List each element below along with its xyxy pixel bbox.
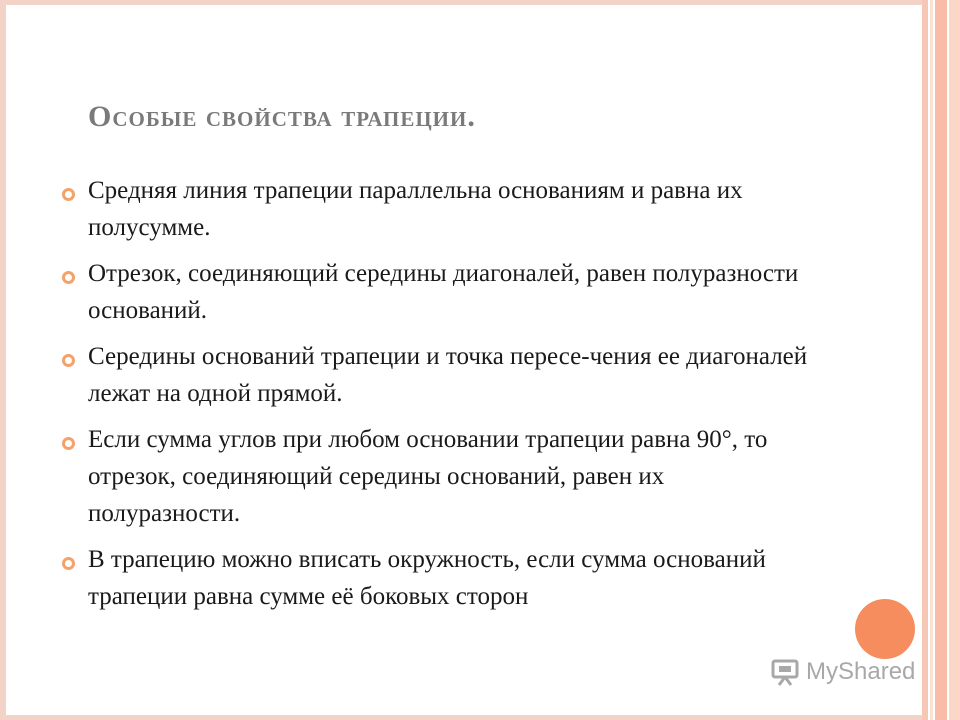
watermark-text: MyShared bbox=[806, 658, 916, 685]
bullet-text: Средняя линия трапеции параллельна основаниям и равна их полусумме. bbox=[88, 177, 743, 241]
bullet-ring-icon bbox=[62, 271, 75, 284]
presentation-board-icon bbox=[770, 658, 800, 686]
bullet-text: Отрезок, соединяющий середины диагоналей, равен полуразности оснований. bbox=[88, 260, 799, 324]
bullet-ring-icon bbox=[62, 557, 75, 570]
right-decor-bar bbox=[935, 0, 947, 720]
bullet-text: В трапецию можно вписать окружность, если сумма оснований трапеции равна сумме её боковых сторон bbox=[88, 546, 766, 610]
bullet-item bbox=[62, 338, 822, 412]
bullet-text: Середины оснований трапеции и точка пересе-чения ее диагоналей лежат на одной прямой. bbox=[88, 343, 808, 407]
bullet-text: Если сумма углов при любом основании трапеции равна 90°, то отрезок, соединяющий середины оснований, равен их полуразности. bbox=[88, 426, 768, 527]
watermark bbox=[770, 652, 920, 692]
right-decor-bar bbox=[949, 0, 960, 720]
bullet-item bbox=[62, 255, 822, 329]
bullet-item bbox=[62, 421, 822, 532]
bullet-ring-icon bbox=[62, 188, 75, 201]
right-decor-bar bbox=[922, 0, 928, 720]
bullet-item bbox=[62, 541, 822, 615]
frame-top-border bbox=[0, 0, 922, 5]
frame-bottom-border bbox=[0, 715, 922, 720]
slide-title: Особые свойства трапеции. bbox=[88, 100, 476, 133]
right-decor-bar bbox=[930, 0, 933, 720]
bullet-item bbox=[62, 172, 822, 246]
bullet-list bbox=[62, 172, 822, 624]
bullet-ring-icon bbox=[62, 437, 75, 450]
bullet-ring-icon bbox=[62, 354, 75, 367]
decorative-circle bbox=[855, 599, 915, 659]
frame-left-border bbox=[0, 0, 6, 720]
